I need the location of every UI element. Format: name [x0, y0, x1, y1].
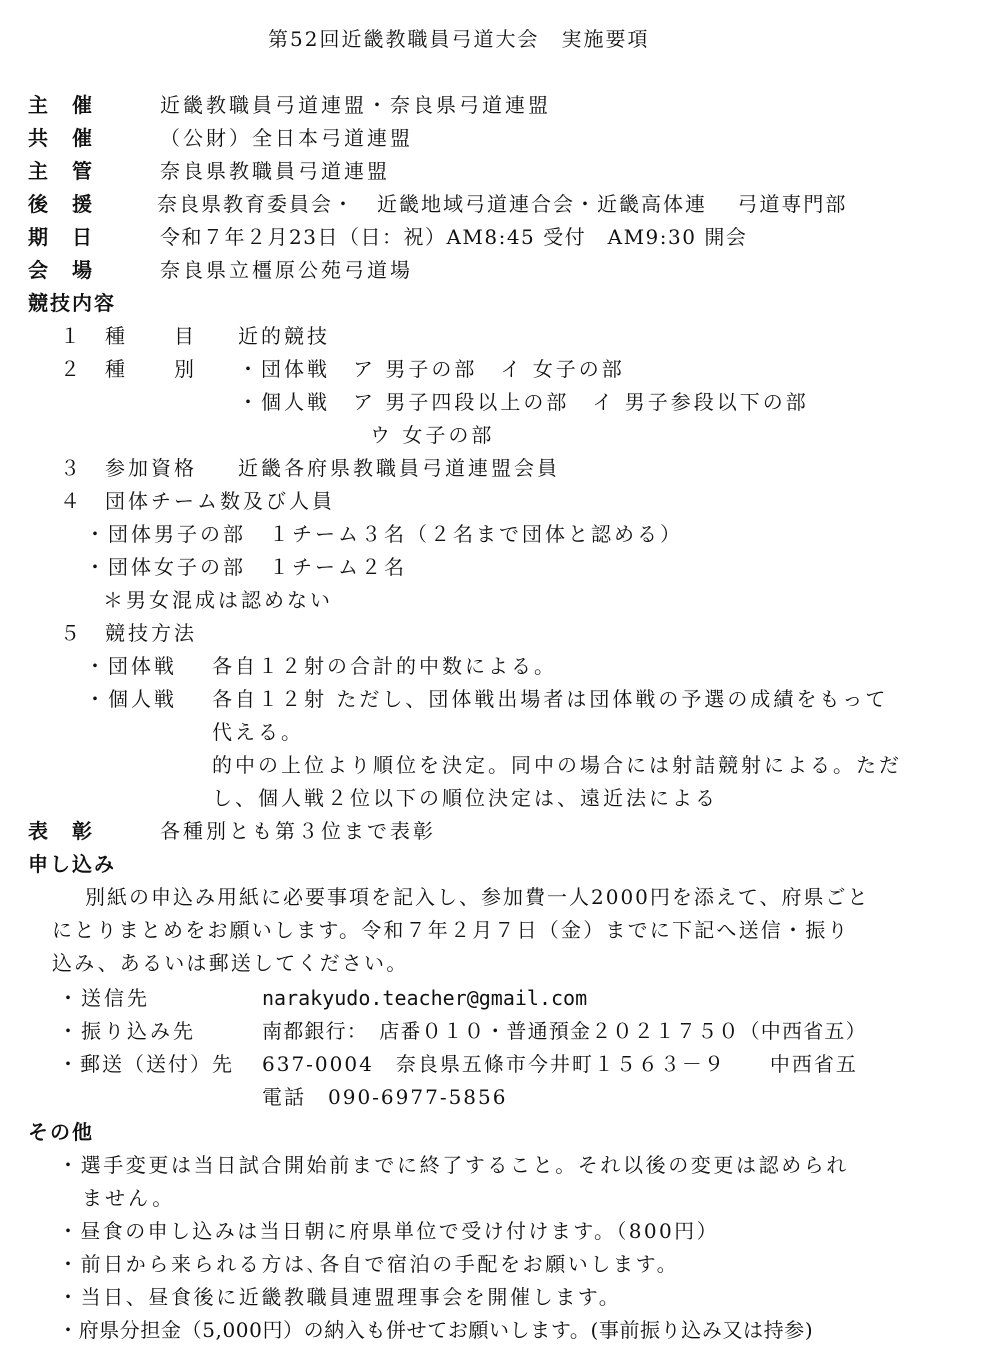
item5-individual-label: ・個人戦 — [85, 687, 177, 711]
mail-label: ・郵送（送付）先 — [58, 1052, 234, 1076]
venue-label: 会 場 — [28, 258, 94, 282]
other-heading: その他 — [28, 1120, 94, 1144]
item5-team-text: 各自１２射の合計的中数による。 — [212, 654, 557, 678]
item4-women: ・団体女子の部 １チーム２名 — [85, 555, 407, 579]
transfer-value: 南都銀行： 店番０１０・普通預金２０２１７５０（中西省五） — [262, 1019, 867, 1043]
co-organizer-label: 共 催 — [28, 126, 94, 150]
item1-label: 種 目 — [105, 324, 197, 348]
item5-individual-line1: 各自１２射 ただし、団体戦出場者は団体戦の予選の成績をもって — [212, 687, 889, 711]
transfer-label: ・振り込み先 — [58, 1019, 196, 1043]
support-label: 後 援 — [28, 192, 94, 216]
application-heading: 申し込み — [28, 852, 116, 876]
item5-individual-line2: 代える。 — [212, 720, 304, 744]
document-title: 第52回近畿教職員弓道大会 実施要項 — [268, 27, 650, 51]
item4-men: ・団体男子の部 １チーム３名（２名まで団体と認める） — [85, 522, 683, 546]
organizer-text: 近畿教職員弓道連盟・奈良県弓道連盟 — [160, 93, 551, 117]
other-line5: ・府県分担金（5,000円）の納入も併せてお願いします。(事前振り込み又は持参) — [58, 1318, 814, 1342]
date-text: 令和７年２月23日（日：祝）AM8:45 受付 AM9:30 開会 — [160, 225, 748, 249]
item2-team: ・団体戦 ア 男子の部 イ 女子の部 — [238, 357, 625, 381]
item2-individual: ・個人戦 ア 男子四段以上の部 イ 男子参段以下の部 — [238, 390, 809, 414]
other-line1-cont: ません。 — [82, 1186, 176, 1210]
competition-heading: 競技内容 — [28, 291, 116, 315]
item3-number: ３ — [60, 456, 83, 480]
application-line3: 込み、あるいは郵送してください。 — [52, 951, 409, 975]
date-label: 期 日 — [28, 225, 94, 249]
item1-number: １ — [60, 324, 83, 348]
venue-text: 奈良県立橿原公苑弓道場 — [160, 258, 413, 282]
item5-number: ５ — [60, 621, 83, 645]
mail-address: 637-0004 奈良県五條市今井町１５６３－９ 中西省五 — [262, 1052, 858, 1076]
other-line2: ・昼食の申し込みは当日朝に府県単位で受け付けます。（800円） — [58, 1219, 719, 1243]
item1-text: 近的競技 — [238, 324, 330, 348]
management-label: 主 管 — [28, 159, 94, 183]
co-organizer-text: （公財）全日本弓道連盟 — [160, 126, 413, 150]
organizer-label: 主 催 — [28, 93, 94, 117]
item2-individual-women: ウ 女子の部 — [370, 423, 495, 447]
item2-number: ２ — [60, 357, 83, 381]
item3-text: 近畿各府県教職員弓道連盟会員 — [238, 456, 560, 480]
item4-number: ４ — [60, 489, 83, 513]
phone-number: 電話 090-6977-5856 — [262, 1085, 508, 1109]
other-line3: ・前日から来られる方は､各自で宿泊の手配をお願いします。 — [58, 1252, 680, 1276]
send-label: ・送信先 — [58, 986, 150, 1010]
application-line2: にとりまとめをお願いします。令和７年２月７日（金）までに下記へ送信・振り — [52, 918, 850, 942]
item2-label: 種 別 — [105, 357, 197, 381]
item3-label: 参加資格 — [105, 456, 197, 480]
award-label: 表 彰 — [28, 819, 94, 843]
item5-individual-line3: 的中の上位より順位を決定。同中の場合には射詰競射による。ただ — [212, 753, 902, 777]
application-line1: 別紙の申込み用紙に必要事項を記入し、参加費一人2000円を添えて、府県ごと — [85, 885, 870, 909]
other-line1: ・選手変更は当日試合開始前までに終了すること。それ以後の変更は認められ — [58, 1153, 849, 1177]
management-text: 奈良県教職員弓道連盟 — [160, 159, 390, 183]
support-text: 奈良県教育委員会・ 近畿地域弓道連合会・近畿高体連 弓道専門部 — [157, 192, 848, 216]
award-text: 各種別とも第３位まで表彰 — [160, 819, 436, 843]
item4-note: ＊男女混成は認めない — [103, 588, 333, 612]
other-line4: ・当日、昼食後に近畿教職員連盟理事会を開催します。 — [58, 1285, 622, 1309]
item5-team-label: ・団体戦 — [85, 654, 177, 678]
item5-individual-line4: し、個人戦２位以下の順位決定は、遠近法による — [212, 786, 718, 810]
item4-label: 団体チーム数及び人員 — [105, 489, 335, 513]
item5-label: 競技方法 — [105, 621, 197, 645]
send-email: narakyudo.teacher@gmail.com — [262, 986, 588, 1010]
